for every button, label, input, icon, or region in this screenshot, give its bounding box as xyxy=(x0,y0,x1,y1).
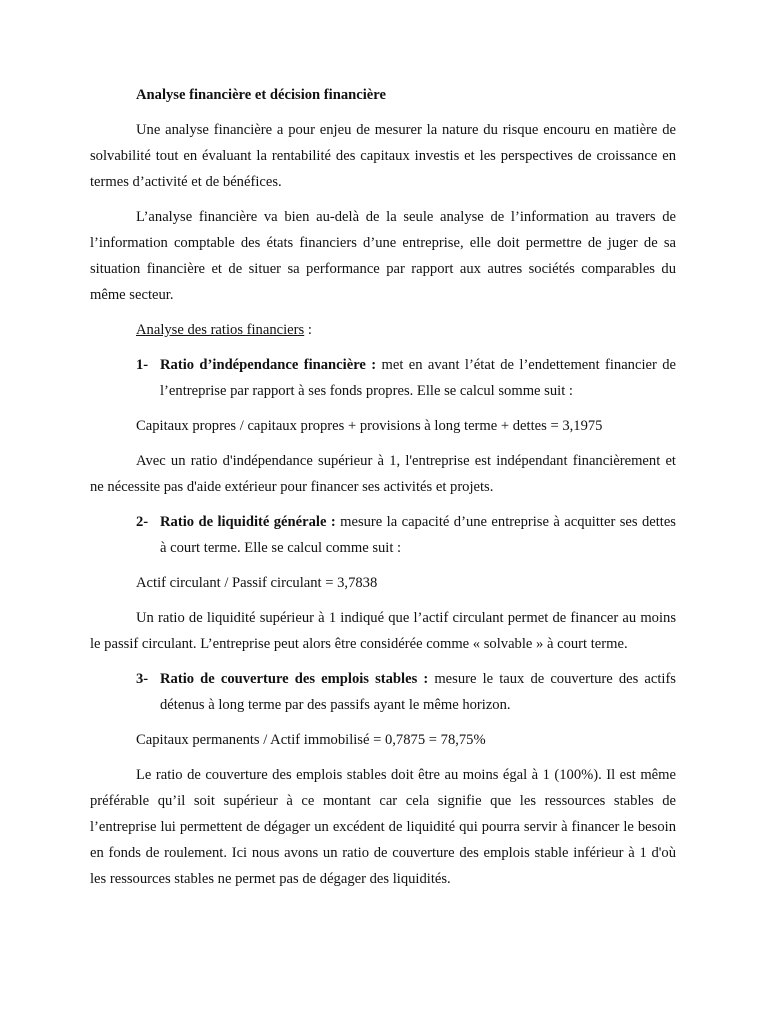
ratio-item-description: met en avant l’état de l’endettement financier de l’entreprise par rapport à ses fonds propres. Elle se calcul somme suit : xyxy=(160,357,677,399)
ratio-item-number: 3- xyxy=(136,671,149,687)
ratio-comment-1: Avec un ratio d'indépendance supérieur à 1, l'entreprise est indépendant financièrement et ne nécessite pas d'aide extérieur pour financer ses activités et projets. xyxy=(90,453,676,495)
ratio-item-2 xyxy=(90,509,676,561)
ratio-item-body xyxy=(160,509,676,561)
section-heading-text: Analyse des ratios financiers xyxy=(136,322,305,338)
ratio-item-label: Ratio d’indépendance financière : xyxy=(160,357,377,373)
ratio-item-description: mesure le taux de couverture des actifs détenus à long terme par des passifs ayant le même horizon. xyxy=(160,671,676,713)
ratio-comment-2: Un ratio de liquidité supérieur à 1 indiqué que l’actif circulant permet de financer au moins le passif circulant. L’entreprise peut alors être considérée comme « solvable » à court terme. xyxy=(90,610,676,652)
section-heading-colon: : xyxy=(304,322,312,338)
section-heading xyxy=(90,317,676,343)
document-page xyxy=(90,82,676,901)
ratio-item-number: 2- xyxy=(136,514,149,530)
intro-paragraph-1: Une analyse financière a pour enjeu de mesurer la nature du risque encouru en matière de solvabilité tout en évaluant la rentabilité des capitaux investis et les perspectives de croissance en termes d’activité et de bénéfices. xyxy=(90,122,676,190)
ratio-item-body xyxy=(160,666,676,718)
ratio-formula-2: Actif circulant / Passif circulant = 3,7838 xyxy=(136,575,378,591)
ratio-item-3 xyxy=(90,666,676,718)
intro-paragraph-2: L’analyse financière va bien au-delà de la seule analyse de l’information au travers de l’information comptable des états financiers d’une entreprise, elle doit permettre de juger de sa situation financière et de situer sa performance par rapport aux autres sociétés comparables du même secteur. xyxy=(90,209,676,303)
ratio-formula-1: Capitaux propres / capitaux propres + provisions à long terme + dettes = 3,1975 xyxy=(136,418,603,434)
ratio-item-label: Ratio de liquidité générale : xyxy=(160,514,336,530)
ratio-item-body xyxy=(160,352,676,404)
ratio-item-number: 1- xyxy=(136,357,149,373)
document-title: Analyse financière et décision financière xyxy=(136,87,386,103)
ratio-item-1 xyxy=(90,352,676,404)
ratio-item-description: mesure la capacité d’une entreprise à acquitter ses dettes à court terme. Elle se calcul comme suit : xyxy=(160,514,676,556)
ratio-formula-3: Capitaux permanents / Actif immobilisé = 0,7875 = 78,75% xyxy=(136,732,486,748)
ratio-item-label: Ratio de couverture des emplois stables : xyxy=(160,671,429,687)
ratio-comment-3: Le ratio de couverture des emplois stables doit être au moins égal à 1 (100%). Il est même préférable qu’il soit supérieur à ce montant car cela signifie que les ressources stables de l’entreprise lui permettent de dégager un excédent de liquidité qui pourra servir à financer le besoin en fonds de roulement. Ici nous avons un ratio de couverture des emplois stable inférieur à 1 d'où les ressources stables ne permet pas de dégager des liquidités. xyxy=(90,767,676,887)
